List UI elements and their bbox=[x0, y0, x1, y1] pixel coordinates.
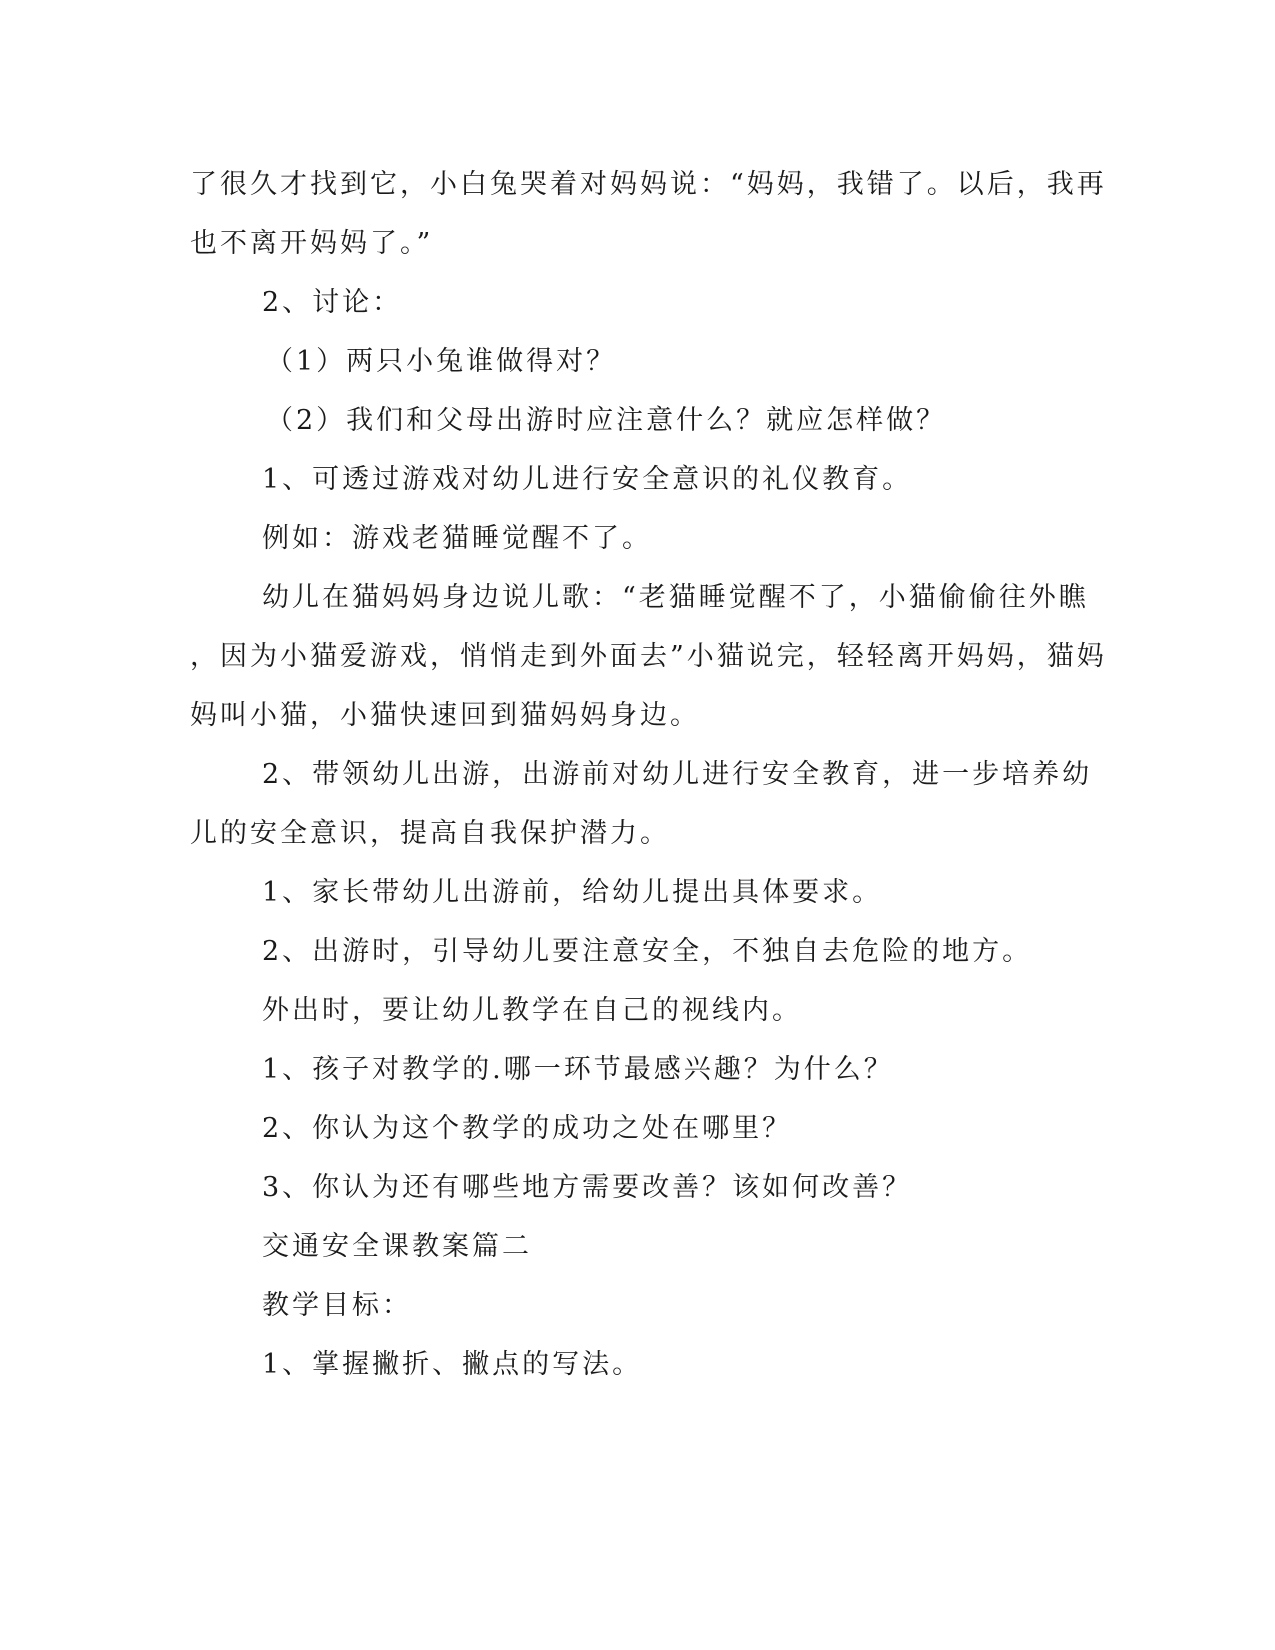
list-item: （2）我们和父母出游时应注意什么？就应怎样做？ bbox=[266, 405, 947, 436]
paragraph-line: 妈叫小猫，小猫快速回到猫妈妈身边。 bbox=[190, 700, 700, 731]
list-item: （1）两只小兔谁做得对？ bbox=[266, 346, 617, 377]
section-heading: 教学目标： bbox=[262, 1290, 412, 1321]
list-item: 1、可透过游戏对幼儿进行安全意识的礼仪教育。 bbox=[262, 464, 913, 495]
paragraph-line: 外出时，要让幼儿教学在自己的视线内。 bbox=[262, 995, 802, 1026]
paragraph-line: 了很久才找到它，小白兔哭着对妈妈说：“妈妈，我错了。以后，我再 bbox=[190, 169, 1107, 200]
section-heading: 2、讨论： bbox=[262, 287, 403, 318]
list-item: 3、你认为还有哪些地方需要改善？该如何改善？ bbox=[262, 1172, 913, 1203]
list-item: 1、家长带幼儿出游前，给幼儿提出具体要求。 bbox=[262, 877, 883, 908]
list-item: 2、带领幼儿出游，出游前对幼儿进行安全教育，进一步培养幼 bbox=[262, 759, 1093, 790]
list-item: 1、孩子对教学的.哪一环节最感兴趣？为什么？ bbox=[262, 1054, 894, 1085]
list-item: 1、掌握撇折、撇点的写法。 bbox=[262, 1349, 643, 1380]
paragraph-line: 也不离开妈妈了。” bbox=[190, 228, 434, 259]
list-item: 2、你认为这个教学的成功之处在哪里？ bbox=[262, 1113, 793, 1144]
paragraph-line: 儿的安全意识，提高自我保护潜力。 bbox=[190, 818, 670, 849]
paragraph-line: 幼儿在猫妈妈身边说儿歌：“老猫睡觉醒不了，小猫偷偷往外瞧 bbox=[262, 582, 1089, 613]
paragraph-line: ，因为小猫爱游戏，悄悄走到外面去”小猫说完，轻轻离开妈妈，猫妈 bbox=[190, 641, 1107, 672]
section-title: 交通安全课教案篇二 bbox=[262, 1231, 532, 1262]
list-item: 2、出游时，引导幼儿要注意安全，不独自去危险的地方。 bbox=[262, 936, 1033, 967]
paragraph-line: 例如：游戏老猫睡觉醒不了。 bbox=[262, 523, 652, 554]
